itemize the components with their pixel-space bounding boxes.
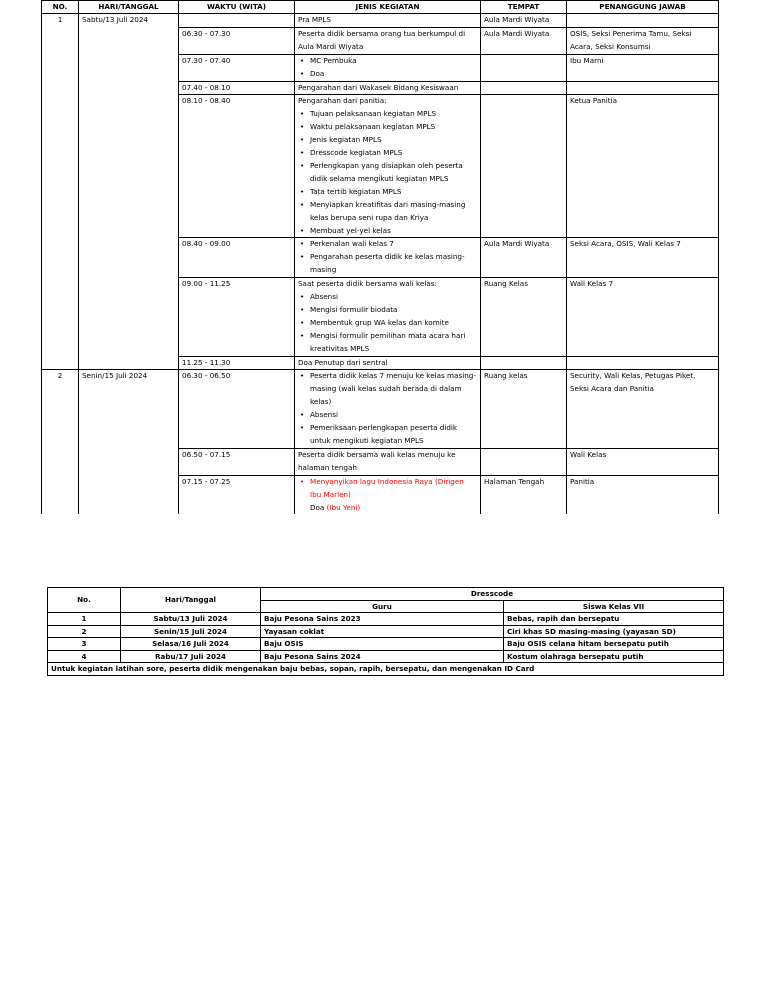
pic-cell: Ibu Marni bbox=[567, 54, 719, 81]
time-cell: 08.10 - 08.40 bbox=[179, 95, 295, 238]
activity-cell bbox=[295, 95, 481, 238]
dresscode-teacher: Yayasan coklat bbox=[261, 625, 504, 638]
time-cell: 09.00 - 11.25 bbox=[179, 278, 295, 356]
dresscode-student: Kostum olahraga bersepatu putih bbox=[504, 650, 724, 663]
table-row bbox=[48, 650, 724, 663]
header-place: TEMPAT bbox=[481, 1, 567, 14]
pic-cell bbox=[567, 81, 719, 95]
list-item: • Mengisi formulir biodata bbox=[298, 304, 477, 317]
dresscode-note: Untuk kegiatan latihan sore, peserta didik mengenakan baju bebas, sopan, rapih, bersepatu, dan mengenakan ID Card bbox=[48, 663, 724, 676]
pic-cell: Ketua Panitia bbox=[567, 95, 719, 238]
pic-cell bbox=[567, 356, 719, 370]
activity-line bbox=[298, 502, 477, 515]
dresscode-day: Sabtu/13 Juli 2024 bbox=[121, 613, 261, 626]
table-row bbox=[42, 14, 719, 28]
schedule-header-row bbox=[42, 1, 719, 14]
dresscode-header-group: Dresscode bbox=[261, 588, 724, 601]
dresscode-student: Bebas, rapih dan bersepatu bbox=[504, 613, 724, 626]
activity-cell bbox=[295, 54, 481, 81]
place-cell bbox=[481, 54, 567, 81]
list-item: • Waktu pelaksanaan kegiatan MPLS bbox=[298, 121, 477, 134]
dresscode-no: 4 bbox=[48, 650, 121, 663]
place-cell: Halaman Tengah bbox=[481, 475, 567, 514]
pic-cell: OSIS, Seksi Penerima Tamu, Seksi Acara, Seksi Konsumsi bbox=[567, 27, 719, 54]
activity-cell bbox=[295, 370, 481, 448]
activity-list bbox=[298, 238, 477, 277]
header-pic: PENANGGUNG JAWAB bbox=[567, 1, 719, 14]
time-cell: 07.30 - 07.40 bbox=[179, 54, 295, 81]
list-item bbox=[298, 476, 477, 502]
activity-cell: Pra MPLS bbox=[295, 14, 481, 28]
time-cell: 06.30 - 06.50 bbox=[179, 370, 295, 448]
day-number: 2 bbox=[42, 370, 79, 514]
activity-cell bbox=[295, 278, 481, 356]
place-cell bbox=[481, 95, 567, 238]
dresscode-day: Selasa/16 Juli 2024 bbox=[121, 638, 261, 651]
dresscode-header-student: Siswa Kelas VII bbox=[504, 600, 724, 613]
dresscode-header-row bbox=[48, 588, 724, 601]
table-row bbox=[48, 625, 724, 638]
activity-list bbox=[298, 291, 477, 356]
activity-cell: Doa Penutup dari sentral bbox=[295, 356, 481, 370]
list-item-text: Menyanyikan lagu Indonesia Raya bbox=[310, 476, 433, 486]
time-cell bbox=[179, 14, 295, 28]
activity-line-text: Doa bbox=[310, 502, 325, 512]
list-item: • Pengarahan peserta didik ke kelas masing-masing bbox=[298, 251, 477, 277]
dresscode-teacher: Baju OSIS bbox=[261, 638, 504, 651]
dresscode-student: Ciri khas SD masing-masing (yayasan SD) bbox=[504, 625, 724, 638]
day-date: Sabtu/13 Juli 2024 bbox=[79, 14, 179, 370]
dresscode-header-no: No. bbox=[48, 588, 121, 613]
dresscode-no: 3 bbox=[48, 638, 121, 651]
pic-cell bbox=[567, 14, 719, 28]
header-time: WAKTU (WITA) bbox=[179, 1, 295, 14]
place-cell: Ruang Kelas bbox=[481, 278, 567, 356]
dresscode-table bbox=[47, 587, 724, 676]
time-cell: 08.40 - 09.00 bbox=[179, 238, 295, 278]
time-cell: 06.50 - 07.15 bbox=[179, 448, 295, 475]
list-item: • Peserta didik kelas 7 menuju ke kelas masing-masing (wali kelas sudah berada di dalam kelas) bbox=[298, 370, 477, 409]
dresscode-student: Baju OSIS celana hitam bersepatu putih bbox=[504, 638, 724, 651]
pic-cell: Security, Wali Kelas, Petugas Piket, Seksi Acara dan Panitia bbox=[567, 370, 719, 448]
place-cell: Aula Mardi Wiyata bbox=[481, 238, 567, 278]
place-cell bbox=[481, 81, 567, 95]
place-cell: Aula Mardi Wiyata bbox=[481, 14, 567, 28]
activity-list bbox=[298, 476, 477, 502]
list-item: • Tata tertib kegiatan MPLS bbox=[298, 186, 477, 199]
time-cell: 07.15 - 07.25 bbox=[179, 475, 295, 514]
list-item: • MC Pembuka bbox=[298, 55, 477, 68]
list-item: • Absensi bbox=[298, 291, 477, 304]
activity-intro: Saat peserta didik bersama wali kelas: bbox=[298, 279, 437, 289]
dresscode-header-day: Hari/Tanggal bbox=[121, 588, 261, 613]
time-cell: 07.40 - 08.10 bbox=[179, 81, 295, 95]
pic-cell: Panitia bbox=[567, 475, 719, 514]
table-row bbox=[42, 370, 719, 448]
activity-cell bbox=[295, 238, 481, 278]
time-cell: 06.30 - 07.30 bbox=[179, 27, 295, 54]
list-item: • Menyiapkan kreatifitas dari masing-masing kelas berupa seni rupa dan Kriya bbox=[298, 199, 477, 225]
activity-cell: Peserta didik bersama wali kelas menuju ke halaman tengah bbox=[295, 448, 481, 475]
activity-list bbox=[298, 55, 477, 81]
table-row bbox=[48, 638, 724, 651]
list-item: • Doa bbox=[298, 68, 477, 81]
dresscode-teacher: Baju Pesona Sains 2023 bbox=[261, 613, 504, 626]
list-item: • Membentuk grup WA kelas dan komite bbox=[298, 317, 477, 330]
list-item: • Pemeriksaan perlengkapan peserta didik untuk mengikuti kegiatan MPLS bbox=[298, 422, 477, 448]
activity-cell bbox=[295, 475, 481, 514]
place-cell: Ruang kelas bbox=[481, 370, 567, 448]
activity-list bbox=[298, 370, 477, 447]
activity-list bbox=[298, 108, 477, 237]
list-item: • Jenis kegiatan MPLS bbox=[298, 134, 477, 147]
dresscode-no: 1 bbox=[48, 613, 121, 626]
activity-cell: Pengarahan dari Wakasek Bidang Kesiswaan bbox=[295, 81, 481, 95]
list-item: • Perkenalan wali kelas 7 bbox=[298, 238, 477, 251]
activity-line-note: (Ibu Yeni) bbox=[326, 502, 361, 512]
list-item-note: (Dirigen Ibu Marlen) bbox=[310, 476, 464, 499]
pic-cell: Wali Kelas bbox=[567, 448, 719, 475]
list-item: • Perlengkapan yang disiapkan oleh peserta didik selama mengikuti kegiatan MPLS bbox=[298, 160, 477, 186]
dresscode-note-row bbox=[48, 663, 724, 676]
dresscode-header-teacher: Guru bbox=[261, 600, 504, 613]
pic-cell: Seksi Acara, OSIS, Wali Kelas 7 bbox=[567, 238, 719, 278]
activity-cell: Peserta didik bersama orang tua berkumpul di Aula Mardi Wiyata bbox=[295, 27, 481, 54]
dresscode-teacher: Baju Pesona Sains 2024 bbox=[261, 650, 504, 663]
pic-cell: Wali Kelas 7 bbox=[567, 278, 719, 356]
place-cell bbox=[481, 448, 567, 475]
day-date: Senin/15 Juli 2024 bbox=[79, 370, 179, 514]
list-item: • Mengisi formulir pemilihan mata acara hari kreativitas MPLS bbox=[298, 330, 477, 356]
header-date: HARI/TANGGAL bbox=[79, 1, 179, 14]
day-number: 1 bbox=[42, 14, 79, 370]
schedule-table bbox=[41, 0, 719, 514]
table-row bbox=[48, 613, 724, 626]
dresscode-day: Rabu/17 Juli 2024 bbox=[121, 650, 261, 663]
dresscode-day: Senin/15 Juli 2024 bbox=[121, 625, 261, 638]
activity-intro: Pengarahan dari panitia: bbox=[298, 96, 387, 106]
list-item: • Absensi bbox=[298, 409, 477, 422]
header-no: NO. bbox=[42, 1, 79, 14]
dresscode-no: 2 bbox=[48, 625, 121, 638]
list-item: • Membuat yel-yel kelas bbox=[298, 225, 477, 238]
header-activity: JENIS KEGIATAN bbox=[295, 1, 481, 14]
place-cell bbox=[481, 356, 567, 370]
time-cell: 11.25 - 11.30 bbox=[179, 356, 295, 370]
list-item: • Tujuan pelaksanaan kegiatan MPLS bbox=[298, 108, 477, 121]
place-cell: Aula Mardi Wiyata bbox=[481, 27, 567, 54]
list-item: • Dresscode kegiatan MPLS bbox=[298, 147, 477, 160]
